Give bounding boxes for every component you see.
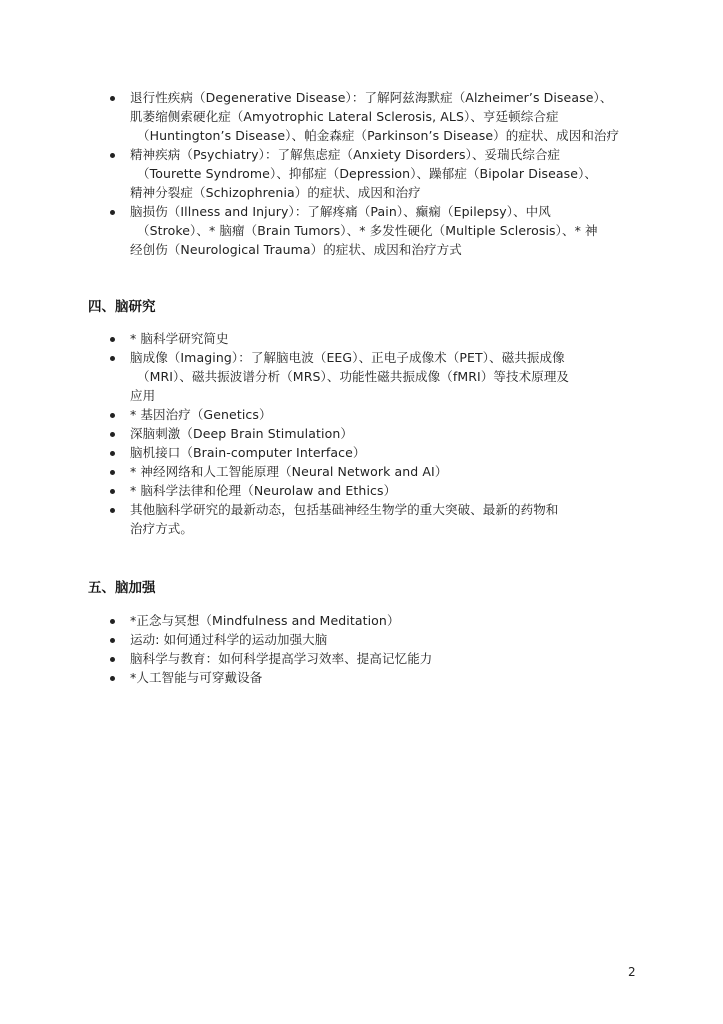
section-heading: 五、脑加强 [88,580,156,596]
bullet-icon [110,619,115,624]
bullet-icon [110,432,115,437]
list-item-line: 脑成像（Imaging）：了解脑电波（EEG）、正电子成像术（PET）、磁共振成像 [130,350,565,365]
list-item-line: 治疗方式。 [130,521,194,536]
list-item-line: 脑机接口（Brain-computer Interface） [130,445,366,460]
bullet-icon [110,451,115,456]
section-heading: 四、脑研究 [88,299,156,315]
bullet-icon [110,676,115,681]
bullet-icon [110,470,115,475]
list-item-line: 精神疾病（Psychiatry）：了解焦虑症（Anxiety Disorders）、妥瑞氏综合症 [130,147,561,162]
list-item-line: * 基因治疗（Genetics） [130,407,272,422]
list-item-line: 脑损伤（Illness and Injury）：了解疼痛（Pain）、癫痫（Epilepsy）、中风 [130,204,551,219]
bullet-icon [110,96,115,101]
bullet-icon [110,337,115,342]
list-item-line: * 神经网络和人工智能原理（Neural Network and AI） [130,464,448,479]
list-item-line: *正念与冥想（Mindfulness and Meditation） [130,613,400,628]
bullet-icon [110,657,115,662]
list-item-line: 深脑刺激（Deep Brain Stimulation） [130,426,353,441]
list-item-line: 肌萎缩侧索硬化症（Amyotrophic Lateral Sclerosis, ALS）、亨廷顿综合症 [130,109,559,124]
list-item-line: 退行性疾病（Degenerative Disease）：了解阿兹海默症（Alzheimer’s Disease）、 [130,90,613,105]
list-item-line: （Huntington’s Disease）、帕金森症（Parkinson’s Disease）的症状、成因和治疗 [137,128,620,143]
list-item-line: * 脑科学研究简史 [130,331,229,346]
page-number: 2 [628,965,636,979]
list-item-line: （Tourette Syndrome）、抑郁症（Depression）、躁郁症（Bipolar Disease）、 [137,166,598,181]
list-item-line: *人工智能与可穿戴设备 [130,670,263,685]
bullet-icon [110,210,115,215]
list-item-line: 运动: 如何通过科学的运动加强大脑 [130,632,328,647]
list-item-line: （MRI）、磁共振波谱分析（MRS）、功能性磁共振成像（fMRI）等技术原理及 [137,369,570,384]
bullet-icon [110,356,115,361]
bullet-icon [110,413,115,418]
bullet-icon [110,153,115,158]
list-item-line: 精神分裂症（Schizophrenia）的症状、成因和治疗 [130,185,421,200]
list-item-line: 其他脑科学研究的最新动态，包括基础神经生物学的重大突破、最新的药物和 [130,502,559,517]
list-item-line: 应用 [130,388,156,403]
bullet-icon [110,489,115,494]
list-item-line: （Stroke）、* 脑瘤（Brain Tumors）、* 多发性硬化（Multiple Sclerosis）、* 神 [137,223,598,238]
list-item-line: * 脑科学法律和伦理（Neurolaw and Ethics） [130,483,397,498]
bullet-icon [110,638,115,643]
bullet-icon [110,508,115,513]
list-item-line: 脑科学与教育：如何科学提高学习效率、提高记忆能力 [130,651,433,666]
list-item-line: 经创伤（Neurological Trauma）的症状、成因和治疗方式 [130,242,462,257]
